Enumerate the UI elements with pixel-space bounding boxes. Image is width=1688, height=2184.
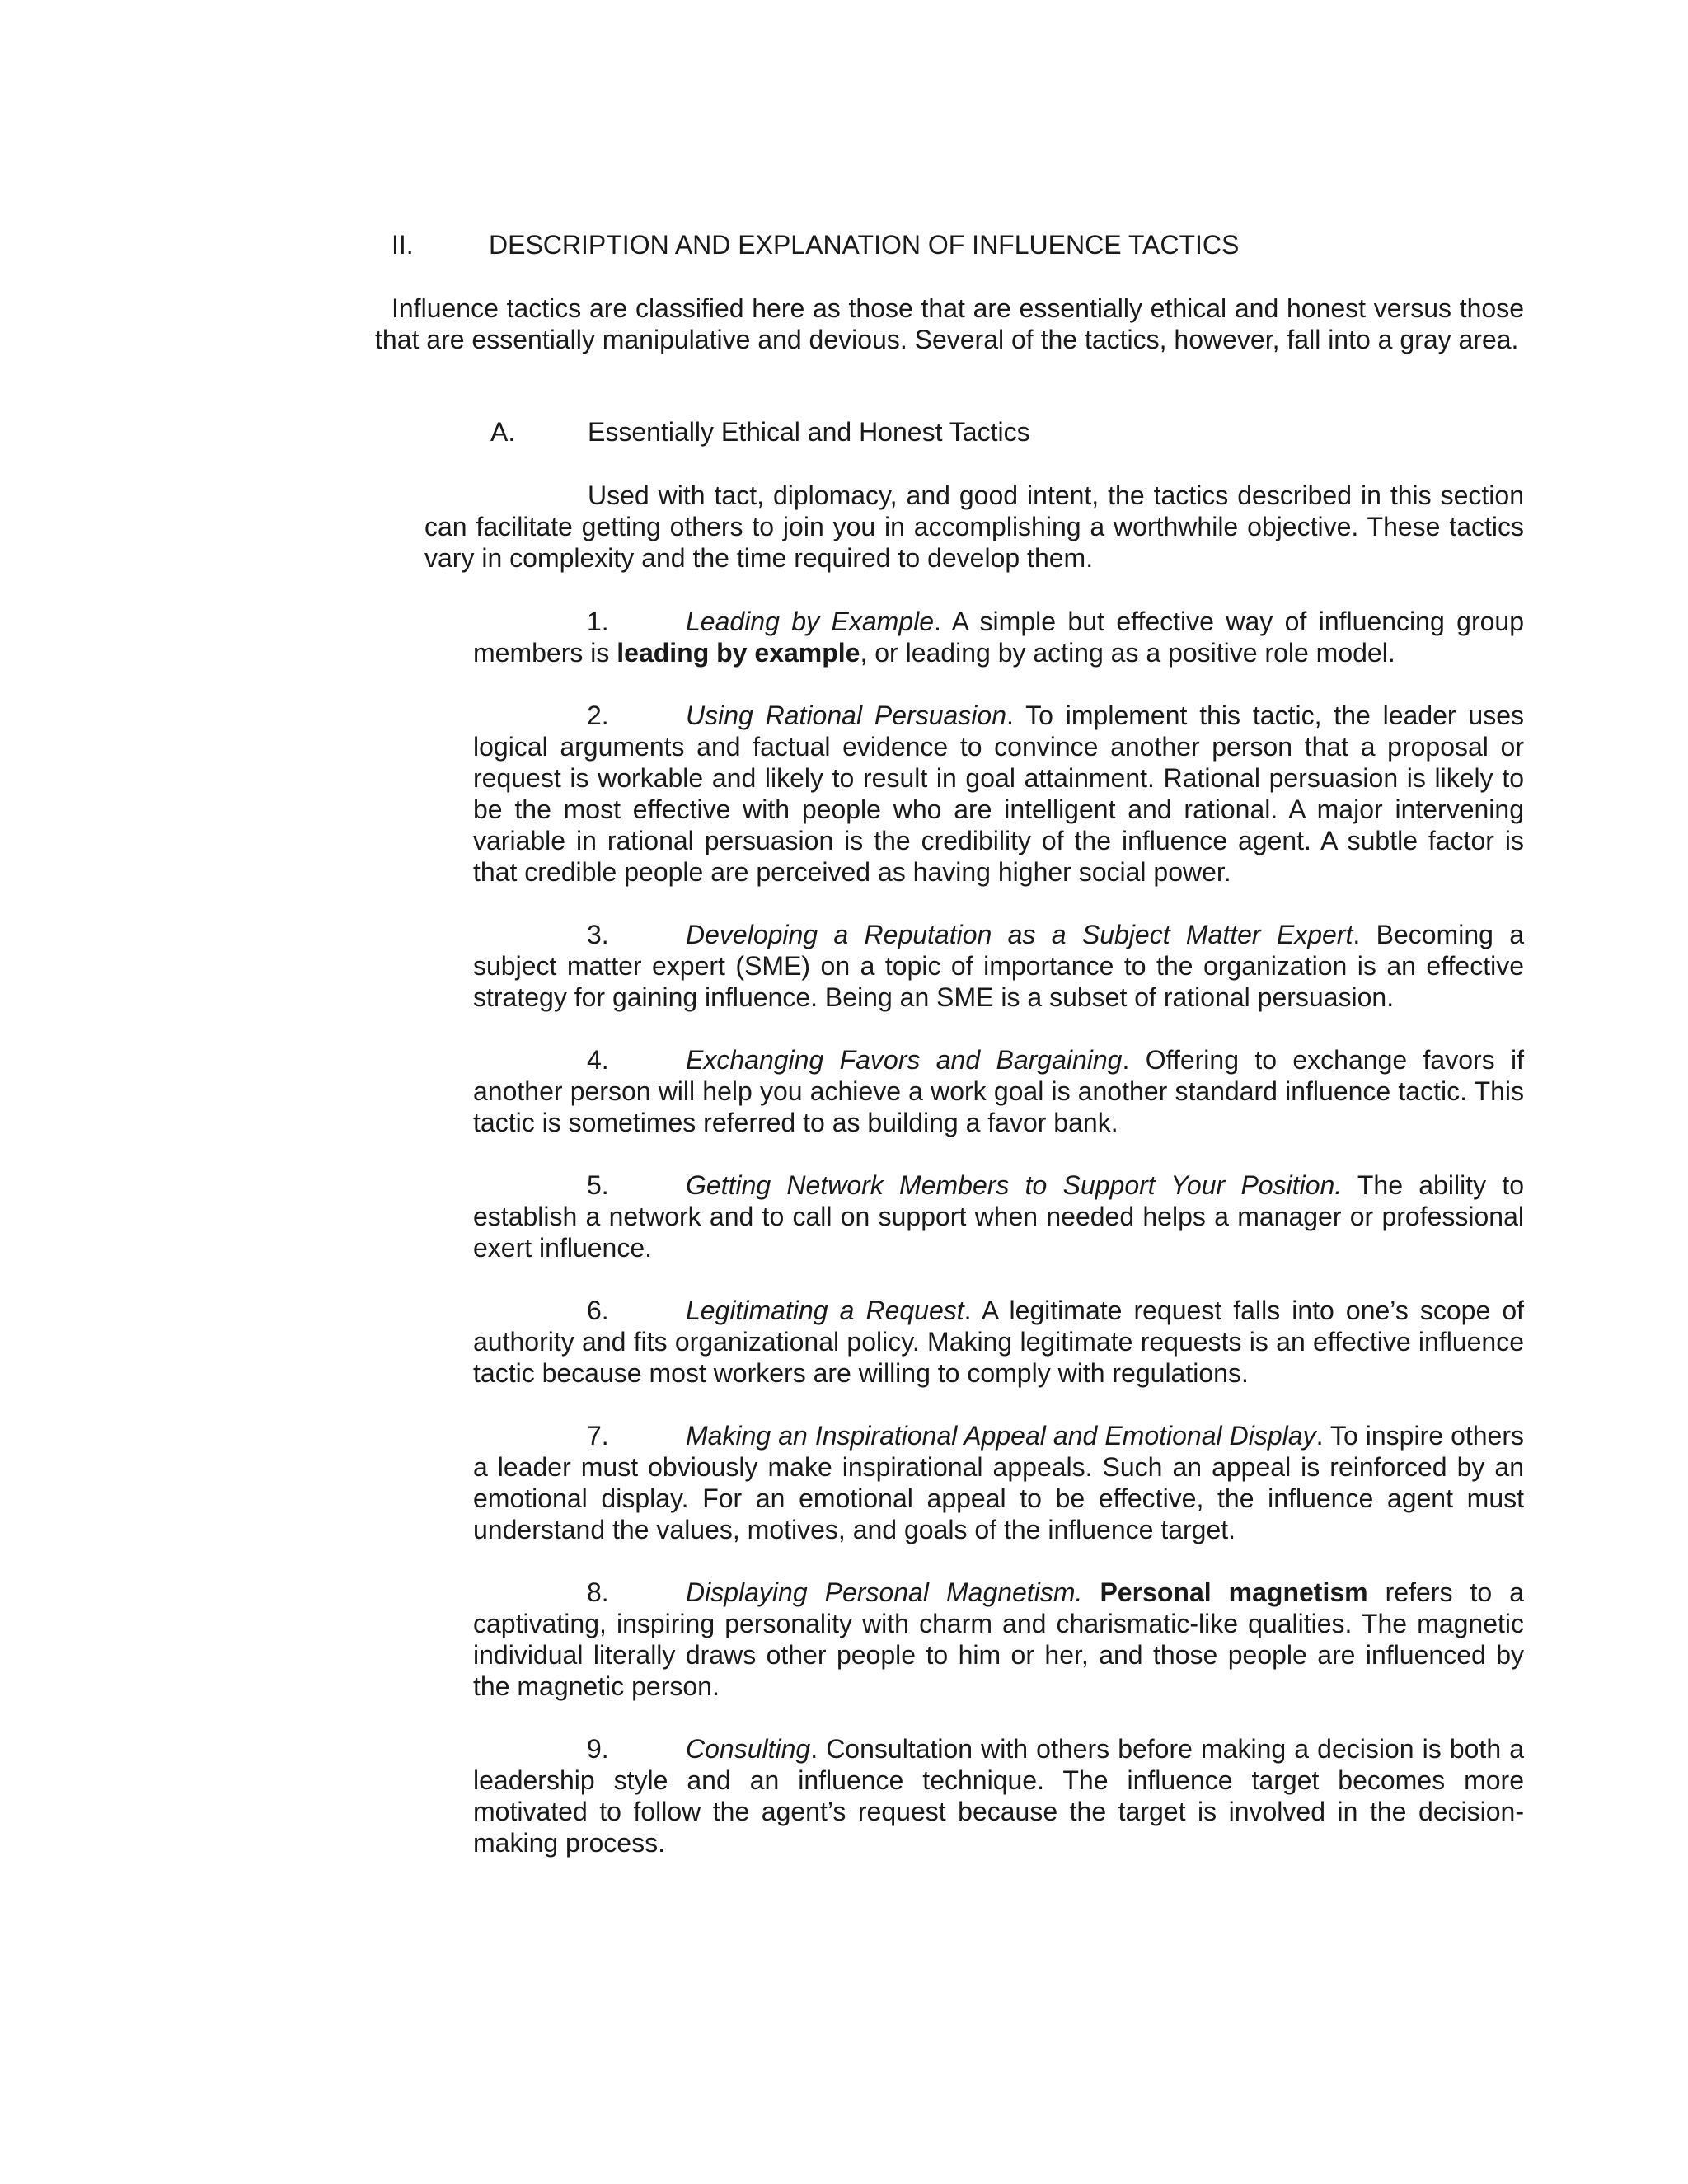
tactic-number: 9. — [587, 1734, 609, 1764]
tactic-key-term: leading by example — [617, 638, 860, 668]
subsection-letter: A. — [490, 417, 516, 447]
tactic-item-9: 9. Consulting. Consultation with others before making a decision is both a leadership style and an influence technique. The influence target becomes more motivated to follow the agent’s request because the target is involved in the decision-making process. — [473, 1734, 1525, 1858]
tactic-item-5 — [473, 1169, 1524, 1263]
tactic-text: , or leading by acting as a positive role model. — [860, 638, 1395, 668]
tactic-item-3: 3. Developing a Reputation as a Subject Matter Expert. Becoming a subject matter expert (SME) on a topic of importance to the organization is an effective strategy for gaining influence. Being an SME is a subset of rational persuasion. — [473, 920, 1525, 1012]
tactic-text: To inspire others a leader must obviously make inspirational appeals. Such an appeal is reinforced by an emotional display. For an emotional appeal to be effective, the influence agent must understand the values, motives, and goals of the influence target. — [473, 1421, 1525, 1544]
tactic-number: 7. — [587, 1421, 609, 1451]
tactic-number: 5. — [587, 1170, 609, 1200]
tactic-number: 1. — [587, 607, 609, 636]
tactic-number: 8. — [587, 1577, 609, 1607]
tactic-number: 6. — [587, 1296, 609, 1325]
tactic-title: Making an Inspirational Appeal and Emotional Display — [686, 1421, 1316, 1451]
tactic-key-term: Personal magnetism — [1100, 1577, 1368, 1607]
tactic-text: refers to a captivating, inspiring personality with charm and charismatic-like qualities. The magnetic individual literally draws other people to him or her, and those people are influenced by the magnetic person. — [473, 1577, 1525, 1701]
tactic-text: A legitimate request falls into one’s scope of authority and fits organizational policy. Making legitimate requests is an effective influence tactic because most workers are willing to comply with regulations. — [473, 1296, 1525, 1388]
tactic-title: Leading by Example — [686, 607, 935, 636]
subsection-intro-paragraph: Used with tact, diplomacy, and good intent, the tactics described in this section can facilitate getting others to join you in accomplishing a worthwhile objective. These tactics vary in complexity and the time required to develop them. — [424, 480, 1524, 573]
tactic-text: The ability to establish a network and to call on support when needed helps a manager or professional exert influence. — [473, 1170, 1525, 1263]
tactic-title: Displaying Personal Magnetism. — [686, 1577, 1083, 1607]
tactic-number: 4. — [587, 1045, 609, 1075]
section-number: II. — [392, 230, 414, 260]
tactic-text: Becoming a subject matter expert (SME) on a topic of importance to the organization is an effective strategy for gaining influence. Being an SME is a subset of rational persuasion. — [473, 920, 1525, 1012]
tactic-title: Developing a Reputation as a Subject Matter Expert — [686, 920, 1353, 949]
tactic-title: Legitimating a Request — [686, 1296, 964, 1325]
tactic-text: A simple but effective way of influencing group members is — [473, 607, 1525, 668]
tactic-title: Consulting — [686, 1734, 811, 1764]
tactic-item-2: 2. Using Rational Persuasion. To implement this tactic, the leader uses logical arguments and factual evidence to convince another person that a proposal or request is workable and likely to result in goal attainment. Rational persuasion is likely to be the most effective with people who are intelligent and rational. A major intervening variable in rational persuasion is the credibility of the influence agent. A subtle factor is that credible people are perceived as having higher social power. — [473, 701, 1525, 887]
tactic-text: To implement this tactic, the leader uses logical arguments and factual evidence to convince another person that a proposal or request is workable and likely to result in goal attainment. Rational persuasion is likely to be the most effective with people who are intelligent and rational. A major intervening variable in rational persuasion is the credibility of the influence agent. A subtle factor is that credible people are perceived as having higher social power. — [473, 701, 1525, 887]
tactic-number: 2. — [587, 701, 609, 730]
tactic-item-7: 7. Making an Inspirational Appeal and Emotional Display. To inspire others a leader must obviously make inspirational appeals. Such an appeal is reinforced by an emotional display. For an emotional appeal to be effective, the influence agent must understand the values, motives, and goals of the influence target. — [473, 1421, 1525, 1544]
tactic-title: Getting Network Members to Support Your Position. — [686, 1170, 1343, 1200]
tactic-number: 3. — [587, 920, 609, 949]
tactic-item-1: 1. Leading by Example. A simple but effective way of influencing group members is leading by example, or leading by acting as a positive role model. — [473, 607, 1525, 668]
tactic-text: Consultation with others before making a decision is both a leadership style and an influence technique. The influence target becomes more motivated to follow the agent’s request because the target is involved in the decision-making process. — [473, 1734, 1525, 1858]
section-title: DESCRIPTION AND EXPLANATION OF INFLUENCE TACTICS — [489, 230, 1240, 260]
tactic-title: Exchanging Favors and Bargaining — [686, 1045, 1123, 1075]
section-intro-paragraph: Influence tactics are classified here as those that are essentially ethical and honest versus those that are essentially manipulative and devious. Several of the tactics, however, fall into a gray area. — [375, 293, 1524, 354]
tactic-item-4: 4. Exchanging Favors and Bargaining. Offering to exchange favors if another person will help you achieve a work goal is another standard influence tactic. This tactic is sometimes referred to as building a favor bank. — [473, 1045, 1525, 1137]
subsection-title: Essentially Ethical and Honest Tactics — [588, 417, 1030, 447]
tactic-item-8 — [473, 1577, 1524, 1702]
tactic-title: Using Rational Persuasion — [686, 701, 1006, 730]
tactic-text: Offering to exchange favors if another person will help you achieve a work goal is another standard influence tactic. This tactic is sometimes referred to as building a favor bank. — [473, 1045, 1525, 1137]
tactic-item-6: 6. Legitimating a Request. A legitimate request falls into one’s scope of authority and fits organizational policy. Making legitimate requests is an effective influence tactic because most workers are willing to comply with regulations. — [473, 1296, 1525, 1388]
